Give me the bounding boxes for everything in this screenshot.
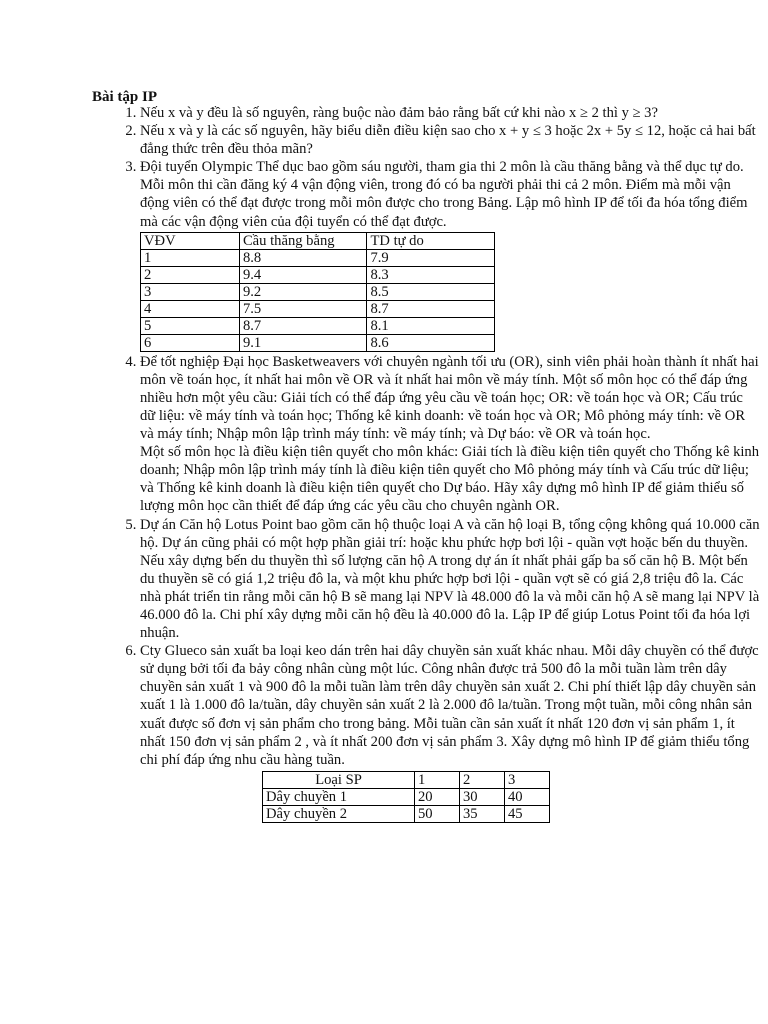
table-cell: 9.1 bbox=[239, 334, 367, 351]
table-cell: 7.5 bbox=[239, 300, 367, 317]
problem-list bbox=[92, 104, 760, 823]
table-cell: Dây chuyền 1 bbox=[263, 788, 415, 805]
table-cell: 8.5 bbox=[367, 283, 495, 300]
problem-item-5 bbox=[140, 516, 760, 643]
table-header-cell: TD tự do bbox=[367, 232, 495, 249]
problem-text: 5. Dự án Căn hộ Lotus Point bao gồm căn hộ thuộc loại A và căn hộ loại B, tổng cộng không quá 10.000 căn hộ. Dự án cũng phải có một hợp phần giải trí: hoặc khu phức hợp bơi lội - quần vợt hoặc bến du thuyền. Nếu xây dựng bến du thuyền thì số lượng căn hộ A trong dự án ít nhất phải gấp ba số căn hộ B. Một bến du thuyền sẽ có giá 1,2 triệu đô la, và một khu phức hợp bơi lội - quần vợt sẽ có giá 2,8 triệu đô la. Các nhà phát triển tin rằng mỗi căn hộ B sẽ mang lại NPV là 48.000 đô la và mỗi căn hộ A sẽ mang lại NPV là 46.000 đô la. Chi phí xây dựng mỗi căn hộ đều là 40.000 đô la. Lập IP để giúp Lotus Point tối đa hóa lợi nhuận. bbox=[140, 516, 760, 642]
table-cell: 5 bbox=[141, 317, 240, 334]
table-header-row bbox=[141, 232, 495, 249]
table-cell: 2 bbox=[141, 266, 240, 283]
table-row bbox=[263, 788, 550, 805]
table-cell: 4 bbox=[141, 300, 240, 317]
problem-item-1 bbox=[140, 104, 760, 122]
table-cell: 9.4 bbox=[239, 266, 367, 283]
problem-item-2 bbox=[140, 122, 760, 158]
table-cell: 8.8 bbox=[239, 249, 367, 266]
problem-text: 1. Nếu x và y đều là số nguyên, ràng buộc nào đảm bảo rằng bất cứ khi nào x ≥ 2 thì y ≥ 3? bbox=[140, 105, 658, 121]
problem-text: 2. Nếu x và y là các số nguyên, hãy biểu diễn điều kiện sao cho x + y ≤ 3 hoặc 2x + 5y ≤ 12, hoặc cả hai bất đẳng thức trên đều thỏa mãn? bbox=[140, 123, 756, 158]
table-cell: 8.7 bbox=[367, 300, 495, 317]
problem-item-6 bbox=[140, 642, 760, 823]
problem-item-3 bbox=[140, 158, 760, 351]
table-header-cell: 2 bbox=[460, 771, 505, 788]
table-header-cell: Loại SP bbox=[263, 771, 415, 788]
problem-item-4 bbox=[140, 353, 760, 516]
table-cell: 35 bbox=[460, 805, 505, 822]
table-cell: 6 bbox=[141, 334, 240, 351]
table-header-cell: 1 bbox=[415, 771, 460, 788]
table-cell: 30 bbox=[460, 788, 505, 805]
table-cell: 40 bbox=[505, 788, 550, 805]
problem-text-continued: Một số môn học là điều kiện tiên quyết cho môn khác: Giải tích là điều kiện tiên quyết cho Thống kê kinh doanh; Nhập môn lập trình máy tính là điều kiện tiên quyết cho Mô phỏng máy tính và Cấu trúc dữ liệu; và Thống kê kinh doanh là điều kiện tiên quyết cho Dự báo. Hãy xây dựng mô hình IP để giảm thiểu số lượng môn học cần thiết để đáp ứng các yêu cầu cho chuyên ngành OR. bbox=[140, 444, 760, 515]
table-cell: 50 bbox=[415, 805, 460, 822]
production-table bbox=[262, 771, 550, 823]
table-row bbox=[141, 283, 495, 300]
table-cell: 9.2 bbox=[239, 283, 367, 300]
table-header-cell: Cầu thăng bằng bbox=[239, 232, 367, 249]
table-header-row bbox=[263, 771, 550, 788]
table-cell: 8.6 bbox=[367, 334, 495, 351]
table-cell: Dây chuyền 2 bbox=[263, 805, 415, 822]
table-cell: 20 bbox=[415, 788, 460, 805]
problem-text: 4. Để tốt nghiệp Đại học Basketweavers với chuyên ngành tối ưu (OR), sinh viên phải hoàn thành ít nhất hai môn về toán học, ít nhất hai môn về OR và ít nhất hai môn về máy tính. Một số môn học có thể đáp ứng nhiều hơn một yêu cầu: Giải tích có thể đáp ứng yêu cầu về toán học; OR: về toán học và OR; Cấu trúc dữ liệu: về máy tính và toán học; Thống kê kinh doanh: về toán học và OR; Mô phỏng máy tính: về OR và máy tính; Nhập môn lập trình máy tính: về máy tính; và Dự báo: về OR và toán học. bbox=[140, 353, 759, 443]
table-row bbox=[141, 334, 495, 351]
document-title: Bài tập IP bbox=[92, 89, 158, 105]
table-cell: 8.7 bbox=[239, 317, 367, 334]
table-cell: 8.3 bbox=[367, 266, 495, 283]
table-row bbox=[141, 300, 495, 317]
score-table bbox=[140, 232, 495, 352]
table-cell: 8.1 bbox=[367, 317, 495, 334]
table-header-cell: 3 bbox=[505, 771, 550, 788]
problem-text: 3. Đội tuyển Olympic Thể dục bao gồm sáu người, tham gia thi 2 môn là cầu thăng bằng và thể dục tự do. Mỗi môn thi cần đăng ký 4 vận động viên, trong đó có ba người phải thi cả 2 môn. Điểm mà mỗi vận động viên có thể đạt được trong mỗi môn được cho trong Bảng. Lập mô hình IP để tối đa hóa tổng điểm mà các vận động viên của đội tuyển có thể đạt được. bbox=[140, 159, 748, 230]
problem-text: 6. Cty Glueco sản xuất ba loại keo dán trên hai dây chuyền sản xuất khác nhau. Mỗi dây chuyền có thể được sử dụng bởi tối đa bảy công nhân cùng một lúc. Công nhân được trả 500 đô la mỗi tuần làm trên dây chuyền sản xuất 1 và 900 đô la mỗi tuần làm trên dây chuyền sản xuất 2. Chi phí thiết lập dây chuyền sản xuất 1 là 1.000 đô la/tuần, dây chuyền sản xuất 2 là 2.000 đô la/tuần. Trong một tuần, mỗi công nhân sản xuất được số đơn vị sản phẩm cho trong bảng. Mỗi tuần cần sản xuất ít nhất 120 đơn vị sản phẩm 1, ít nhất 150 đơn vị sản phẩm 2 , và ít nhất 200 đơn vị sản phẩm 3. Xây dựng mô hình IP để giảm thiểu tổng chi phí đáp ứng nhu cầu hàng tuần. bbox=[140, 643, 759, 768]
table-cell: 3 bbox=[141, 283, 240, 300]
table-row bbox=[141, 249, 495, 266]
table-header-cell: VĐV bbox=[141, 232, 240, 249]
table-row bbox=[263, 805, 550, 822]
table-cell: 7.9 bbox=[367, 249, 495, 266]
table-row bbox=[141, 266, 495, 283]
table-row bbox=[141, 317, 495, 334]
table-cell: 45 bbox=[505, 805, 550, 822]
table-cell: 1 bbox=[141, 249, 240, 266]
